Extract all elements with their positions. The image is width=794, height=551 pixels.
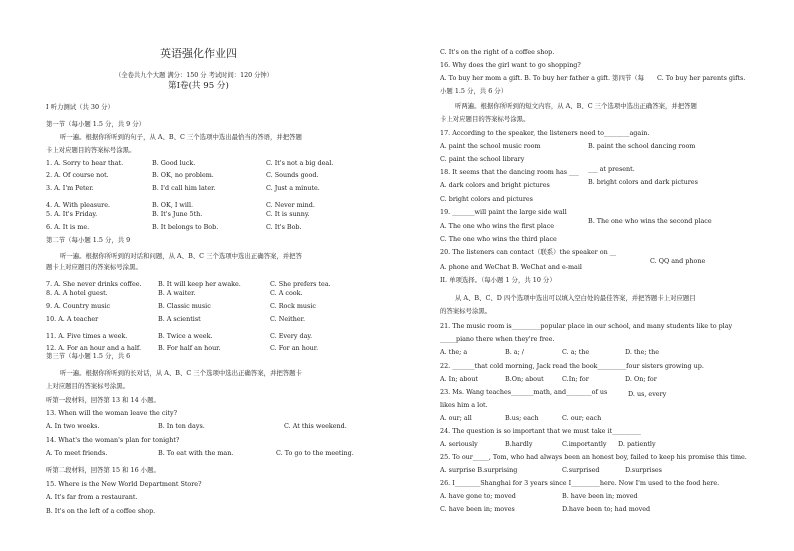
option-10c: C. Neither. — [270, 315, 305, 323]
option-9b: B. Classic music — [158, 302, 211, 310]
option-19a: A. The one who wins the first place — [440, 222, 555, 230]
section1-instruction: 听一遍。根据你所听到的句子，从 A、B、C 三个选项中选出最恰当的答语，并把答题 — [60, 133, 302, 141]
option-16c: C. To buy her parents gifts. — [657, 74, 746, 82]
option-18c: C. bright colors and pictures — [440, 195, 533, 203]
question-16: 16. Why does the girl want to go shopping? — [440, 61, 581, 69]
question-26: 26. I________Shanghai for 3 years since I_________here. Now I'm used to the food here. — [440, 479, 720, 487]
exam-info: （全卷共九个大题 满分：150 分 考试时间：120 分钟） — [115, 72, 273, 79]
volume-heading: 第Ⅰ卷(共 95 分) — [168, 81, 229, 91]
option-11c: C. Every day. — [270, 332, 313, 340]
option-14a: A. To meet friends. — [46, 449, 108, 457]
option-13b: B. In ten days. — [158, 422, 205, 430]
option-7c: C. She prefers tea. — [270, 280, 331, 288]
option-20a-b: A. phone and WeChat B. WeChat and e-mail — [440, 263, 582, 271]
option-5c: C. It is sunny. — [266, 210, 310, 218]
question-21: 21. The music room is_________popular place in our school, and many students like to play — [440, 322, 733, 330]
option-24a: A. seriously — [440, 440, 478, 448]
question-18: 18. It seems that the dancing room has ___ — [440, 168, 579, 176]
option-17a: A. paint the school music room — [440, 142, 541, 150]
part2-instruction: 从 A、B、C、D 四个选项中选出可以填入空白处的最佳答案，并把答题卡上对应题目 — [455, 294, 696, 302]
question-15: 15. Where is the New World Department Store? — [46, 480, 202, 488]
section2-instruction-cont: 题卡上对应题目的答案标号涂黑。 — [46, 263, 142, 271]
option-16a-b: A. To buy her mom a gift. B. To buy her father a gift. 第四节（每 — [440, 74, 645, 82]
material2-note: 听第二段材料，回答第 15 和 16 小题。 — [46, 466, 160, 474]
question-18-tail: ___ at present. — [588, 165, 635, 173]
option-4b: B. OK, I will. — [152, 201, 194, 209]
option-18b: B. bright colors and dark pictures — [588, 178, 698, 186]
option-24d: D. patiently — [618, 440, 656, 448]
option-25a-b: A. surprise B.surprising — [440, 466, 518, 474]
section4-instruction-cont: 卡上对应题目的答案标号涂黑。 — [440, 115, 530, 123]
option-24b: B.hardly — [505, 440, 533, 448]
option-22b: B.On; about — [505, 375, 544, 383]
option-7b: B. It will keep her awake. — [158, 280, 241, 288]
option-23a: A. our; all — [440, 414, 472, 422]
option-17c: C. paint the school library — [440, 155, 525, 163]
option-14c: C. To go to the meeting. — [276, 449, 354, 457]
option-22a: A. In; about — [440, 375, 478, 383]
option-3c: C. Just a minute. — [266, 184, 320, 192]
option-1b: B. Good luck. — [152, 159, 196, 167]
option-22d: D. On; for — [625, 375, 657, 383]
section1-heading: 第一节（每小题 1.5 分，共 9 分） — [46, 120, 146, 128]
option-9c: C. Rock music — [270, 302, 316, 310]
option-6a: 6. A. It is me. — [46, 223, 90, 231]
section3-heading: 第三节（每小题 1.5 分，共 6 — [46, 352, 131, 360]
option-4c: C. Never mind. — [266, 201, 315, 209]
option-15c: C. It's on the right of a coffee shop. — [440, 48, 555, 56]
option-8b: B. A waiter. — [158, 289, 196, 297]
option-1c: C. It's not a big deal. — [266, 159, 334, 167]
option-6b: B. It belongs to Bob. — [152, 223, 219, 231]
option-5a: 5. A. It's Friday. — [46, 210, 98, 218]
option-23d: D. us, every — [628, 390, 667, 398]
option-9a: 9. A. Country music — [46, 302, 111, 310]
option-25d: D.surprises — [625, 466, 662, 474]
question-19: 19. _______will paint the large side wall — [440, 208, 567, 216]
option-1a: 1. A. Sorry to hear that. — [46, 159, 124, 167]
option-26a: A. have gone to; moved — [440, 492, 516, 500]
option-17b: B. paint the school dancing room — [588, 142, 696, 150]
option-23b: B.us; each — [505, 414, 539, 422]
option-19c: C. The one who wins the third place — [440, 235, 557, 243]
option-21a: A. the; a — [440, 348, 468, 356]
option-3a: 3. A. I'm Peter. — [46, 184, 94, 192]
option-5b: B. It's June 5th. — [152, 210, 203, 218]
option-8c: C. A cook. — [270, 289, 303, 297]
section1-instruction-cont: 卡上对应题目的答案标号涂黑。 — [46, 146, 136, 154]
question-25: 25. To our_____, Tom, who had always been an honest boy, failed to keep his promise this time. — [440, 453, 747, 461]
option-15a: A. It's far from a restaurant. — [46, 493, 138, 501]
option-25c: C.surprised — [562, 466, 600, 474]
option-6c: C. It's Bob. — [266, 223, 302, 231]
option-26c: C. have been in; moves — [440, 505, 515, 513]
option-21b: B. a; / — [505, 348, 524, 356]
option-15b: B. It's on the left of a coffee shop. — [46, 507, 156, 515]
option-19b: B. The one who wins the second place — [588, 217, 712, 225]
option-13a: A. In two weeks. — [46, 422, 100, 430]
option-21c: C. a; the — [562, 348, 590, 356]
option-2b: B. OK, no problem. — [152, 171, 214, 179]
material1-note: 听第一段材料，回答第 13 和 14 小题。 — [46, 396, 160, 404]
section2-instruction: 听一遍。根据你所听到的对话和问题，从 A、B、C 三个选项中选出正确答案，并把答 — [60, 252, 302, 260]
question-14: 14. What's the woman's plan for tonight? — [46, 436, 180, 444]
option-24c: C.importantly — [562, 440, 607, 448]
question-24: 24. The question is so important that we must take it_________ — [440, 427, 641, 435]
option-10b: B. A scientist — [158, 315, 201, 323]
section3-instruction: 听一遍。根据你所听到的长对话，从 A、B、C 三个选项中选出正确答案，并把答题卡 — [60, 369, 302, 377]
option-26b: B. have been in; moved — [562, 492, 638, 500]
option-21d: D. the; the — [625, 348, 660, 356]
option-11a: 11. A. Five times a week. — [46, 332, 128, 340]
part2-heading: II. 单项选择。（每小题 1 分，共 10 分） — [440, 276, 556, 284]
option-20c: C. QQ and phone — [650, 257, 706, 265]
part2-instruction-cont: 的答案标号涂黑。 — [440, 307, 492, 315]
question-22: 22. _______that cold morning, Jack read the book_________four sisters growing up. — [440, 362, 704, 370]
option-4a: 4. A. With pleasure. — [46, 201, 111, 209]
question-20: 20. The listeners can contact（联系）the speaker on __ — [440, 248, 617, 256]
question-17: 17. According to the speaker, the listeners need to________again. — [440, 129, 650, 137]
section3-instruction-cont: 上对应题目的答案标号涂黑。 — [46, 382, 130, 390]
option-18a: A. dark colors and bright pictures — [440, 181, 550, 189]
option-8a: 8. A. A hotel guest. — [46, 289, 108, 297]
option-14b: B. To eat with the man. — [158, 449, 234, 457]
section4-heading: 小题 1.5 分，共 6 分） — [440, 87, 508, 95]
option-26d: D.have been to; had moved — [562, 505, 651, 513]
page-title: 英语强化作业四 — [160, 47, 237, 60]
option-3b: B. I'd call him later. — [152, 184, 216, 192]
option-12c: C. For an hour. — [270, 344, 319, 352]
part1-heading: I 听力测试（共 30 分） — [46, 103, 114, 111]
option-2a: 2. A. Of course not. — [46, 171, 109, 179]
option-2c: C. Sounds good. — [266, 171, 319, 179]
question-23: 23. Ms. Wang teaches_______math, and________of us — [440, 388, 608, 396]
section4-instruction: 听两遍。根据你所听到的短文内容，从 A、B、C 三个选项中选出正确答案，并把答题 — [455, 102, 697, 110]
option-22c: C.In; for — [562, 375, 589, 383]
option-11b: B. Twice a week. — [158, 332, 213, 340]
question-13: 13. When will the woman leave the city? — [46, 409, 178, 417]
option-13c: C. At this weekend. — [284, 422, 347, 430]
option-23c: C. our; each — [562, 414, 602, 422]
option-12b: B. For half an hour. — [158, 344, 221, 352]
question-23-cont: likes him a lot. — [440, 401, 488, 409]
section2-heading: 第二节（每小题 1.5 分，共 9 — [46, 236, 131, 244]
option-7a: 7. A. She never drinks coffee. — [46, 280, 142, 288]
option-10a: 10. A. A teacher — [46, 315, 99, 323]
option-12a: 12. A. For an hour and a half. — [46, 344, 142, 352]
question-21-cont: _____piano there when they're free. — [440, 335, 555, 343]
